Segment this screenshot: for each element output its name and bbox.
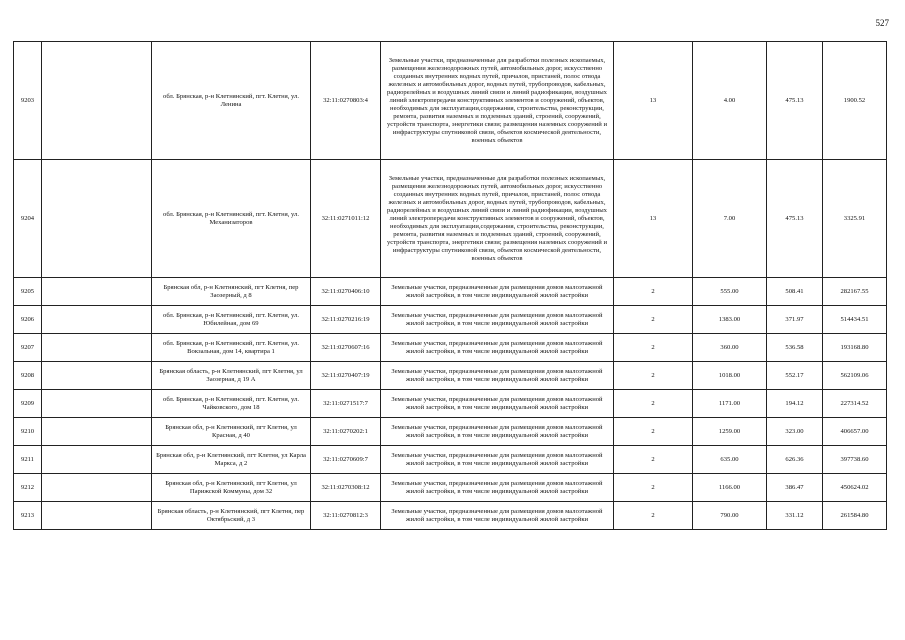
blank-cell: [42, 362, 152, 390]
page-number: 527: [875, 18, 889, 28]
cadastral-value-cell: 397738.60: [823, 446, 887, 474]
table-row: [14, 278, 887, 306]
address-cell: Брянская обл, р-н Клетнянский, пгт Клетня, ул Красная, д 40: [152, 418, 311, 446]
address-cell: обл. Брянская, р-н Клетнянский, пгт. Клетня, ул. Механизаторов: [152, 160, 311, 278]
cadastral-number-cell: 32:11:0270202:1: [311, 418, 381, 446]
specific-value-cell: 331.12: [767, 502, 823, 530]
land-use-cell: Земельные участки, предназначенные для размещения домов малоэтажной жилой застройки, в том числе индивидуальной жилой застройки: [381, 390, 614, 418]
blank-cell: [42, 306, 152, 334]
blank-cell: [42, 446, 152, 474]
area-cell: 360.00: [693, 334, 767, 362]
blank-cell: [42, 334, 152, 362]
blank-cell: [42, 278, 152, 306]
row-number-cell: 9205: [14, 278, 42, 306]
area-cell: 790.00: [693, 502, 767, 530]
cadastral-number-cell: 32:11:0270607:16: [311, 334, 381, 362]
row-number-cell: 9207: [14, 334, 42, 362]
cadastral-value-cell: 261584.80: [823, 502, 887, 530]
table-row: [14, 474, 887, 502]
blank-cell: [42, 42, 152, 160]
table-row: [14, 334, 887, 362]
cadastral-value-cell: 514434.51: [823, 306, 887, 334]
address-cell: обл. Брянская, р-н Клетнянский, пгт. Клетня, ул. Ленина: [152, 42, 311, 160]
table-row: [14, 160, 887, 278]
cadastral-value-cell: 406657.00: [823, 418, 887, 446]
use-group-cell: 2: [614, 334, 693, 362]
specific-value-cell: 536.58: [767, 334, 823, 362]
address-cell: обл. Брянская, р-н Клетнянский, пгт. Клетня, ул. Юбилейная, дом 69: [152, 306, 311, 334]
use-group-cell: 2: [614, 390, 693, 418]
specific-value-cell: 475.13: [767, 42, 823, 160]
table-row: [14, 418, 887, 446]
address-cell: Брянская область, р-н Клетнянский, пгт Клетня, ул Заозерная, д 19 А: [152, 362, 311, 390]
cadastral-number-cell: 32:11:0270407:19: [311, 362, 381, 390]
address-cell: обл. Брянская, р-н Клетнянский, пгт. Клетня, ул. Вокзальная, дом 14, квартира 1: [152, 334, 311, 362]
use-group-cell: 13: [614, 42, 693, 160]
cadastral-number-cell: 32:11:0270803:4: [311, 42, 381, 160]
use-group-cell: 2: [614, 306, 693, 334]
specific-value-cell: 626.36: [767, 446, 823, 474]
land-use-cell: Земельные участки, предназначенные для размещения домов малоэтажной жилой застройки, в том числе индивидуальной жилой застройки: [381, 362, 614, 390]
use-group-cell: 2: [614, 278, 693, 306]
address-cell: обл. Брянская, р-н Клетнянский, пгт. Клетня, ул. Чайковского, дом 18: [152, 390, 311, 418]
use-group-cell: 2: [614, 502, 693, 530]
area-cell: 635.00: [693, 446, 767, 474]
land-use-cell: Земельные участки, предназначенные для размещения домов малоэтажной жилой застройки, в том числе индивидуальной жилой застройки: [381, 306, 614, 334]
address-cell: Брянская обл, р-н Клетнянский, пгт Клетня, ул Карла Маркса, д 2: [152, 446, 311, 474]
blank-cell: [42, 160, 152, 278]
address-cell: Брянская обл, р-н Клетнянский, пгт Клетня, пер Заозерный, д 8: [152, 278, 311, 306]
cadastral-value-table: [13, 41, 887, 530]
area-cell: 555.00: [693, 278, 767, 306]
table-row: [14, 42, 887, 160]
area-cell: 1018.00: [693, 362, 767, 390]
blank-cell: [42, 474, 152, 502]
table-row: [14, 446, 887, 474]
blank-cell: [42, 390, 152, 418]
area-cell: 4.00: [693, 42, 767, 160]
table-body: [14, 42, 887, 530]
area-cell: 1166.00: [693, 474, 767, 502]
specific-value-cell: 194.12: [767, 390, 823, 418]
blank-cell: [42, 418, 152, 446]
cadastral-number-cell: 32:11:0270406:10: [311, 278, 381, 306]
cadastral-value-cell: 193168.80: [823, 334, 887, 362]
use-group-cell: 2: [614, 418, 693, 446]
table-row: [14, 362, 887, 390]
land-use-cell: Земельные участки, предназначенные для размещения домов малоэтажной жилой застройки, в том числе индивидуальной жилой застройки: [381, 334, 614, 362]
land-use-cell: Земельные участки, предназначенные для размещения домов малоэтажной жилой застройки, в том числе индивидуальной жилой застройки: [381, 278, 614, 306]
row-number-cell: 9212: [14, 474, 42, 502]
cadastral-value-cell: 3325.91: [823, 160, 887, 278]
specific-value-cell: 552.17: [767, 362, 823, 390]
row-number-cell: 9204: [14, 160, 42, 278]
area-cell: 1171.00: [693, 390, 767, 418]
row-number-cell: 9206: [14, 306, 42, 334]
area-cell: 1383.00: [693, 306, 767, 334]
cadastral-value-cell: 450624.02: [823, 474, 887, 502]
use-group-cell: 2: [614, 362, 693, 390]
cadastral-number-cell: 32:11:0271011:12: [311, 160, 381, 278]
address-cell: Брянская обл, р-н Клетнянский, пгт Клетня, ул Парижской Коммуны, дом 32: [152, 474, 311, 502]
cadastral-value-cell: 1900.52: [823, 42, 887, 160]
specific-value-cell: 475.13: [767, 160, 823, 278]
use-group-cell: 2: [614, 446, 693, 474]
land-use-cell: Земельные участки, предназначенные для разработки полезных ископаемых, размещения железнодорожных путей, автомобильных дорог, искусственно созданных внутренних водных путей, причалов, пристаней, полос отвода железных и автомобильных дорог, водных путей, трубопроводов, кабельных, радиорелейных и воздушных линий связи и линий радиофикации, воздушных линий электропередачи конструктивных элементов и сооружений, объектов, необходимых для эксплуатации,содержания, строительства, реконструкции, ремонта, развития наземных и подземных зданий, строений, сооружений, устройств транспорта, энергетики связи; размещения наземных сооружений и инфраструктуры спутниковой связи, объектов космической деятельности, военных объектов: [381, 42, 614, 160]
specific-value-cell: 508.41: [767, 278, 823, 306]
cadastral-number-cell: 32:11:0271517:7: [311, 390, 381, 418]
table-row: [14, 390, 887, 418]
table-row: [14, 306, 887, 334]
cadastral-value-cell: 227314.52: [823, 390, 887, 418]
specific-value-cell: 386.47: [767, 474, 823, 502]
land-use-cell: Земельные участки, предназначенные для размещения домов малоэтажной жилой застройки, в том числе индивидуальной жилой застройки: [381, 418, 614, 446]
cadastral-value-cell: 562109.06: [823, 362, 887, 390]
row-number-cell: 9203: [14, 42, 42, 160]
blank-cell: [42, 502, 152, 530]
cadastral-number-cell: 32:11:0270812:3: [311, 502, 381, 530]
specific-value-cell: 323.00: [767, 418, 823, 446]
address-cell: Брянская область, р-н Клетнянский, пгт Клетня, пер Октябрьский, д 3: [152, 502, 311, 530]
row-number-cell: 9208: [14, 362, 42, 390]
row-number-cell: 9209: [14, 390, 42, 418]
use-group-cell: 13: [614, 160, 693, 278]
row-number-cell: 9210: [14, 418, 42, 446]
area-cell: 1259.00: [693, 418, 767, 446]
cadastral-number-cell: 32:11:0270609:7: [311, 446, 381, 474]
use-group-cell: 2: [614, 474, 693, 502]
row-number-cell: 9211: [14, 446, 42, 474]
land-use-cell: Земельные участки, предназначенные для размещения домов малоэтажной жилой застройки, в том числе индивидуальной жилой застройки: [381, 474, 614, 502]
cadastral-number-cell: 32:11:0270308:12: [311, 474, 381, 502]
cadastral-value-cell: 282167.55: [823, 278, 887, 306]
land-use-cell: Земельные участки, предназначенные для размещения домов малоэтажной жилой застройки, в том числе индивидуальной жилой застройки: [381, 446, 614, 474]
land-use-cell: Земельные участки, предназначенные для размещения домов малоэтажной жилой застройки, в том числе индивидуальной жилой застройки: [381, 502, 614, 530]
cadastral-number-cell: 32:11:0270216:19: [311, 306, 381, 334]
specific-value-cell: 371.97: [767, 306, 823, 334]
land-use-cell: Земельные участки, предназначенные для разработки полезных ископаемых, размещения железнодорожных путей, автомобильных дорог, искусственно созданных внутренних водных путей, причалов, пристаней, полос отвода железных и автомобильных дорог, водных путей, трубопроводов, кабельных, радиорелейных и воздушных линий связи и линий радиофикации, воздушных линий электропередачи конструктивных элементов и сооружений, объектов, необходимых для эксплуатации,содержания, строительства, реконструкции, ремонта, развития наземных и подземных зданий, строений, сооружений, устройств транспорта, энергетики связи; размещения наземных сооружений и инфраструктуры спутниковой связи, объектов космической деятельности, военных объектов: [381, 160, 614, 278]
area-cell: 7.00: [693, 160, 767, 278]
table-row: [14, 502, 887, 530]
row-number-cell: 9213: [14, 502, 42, 530]
